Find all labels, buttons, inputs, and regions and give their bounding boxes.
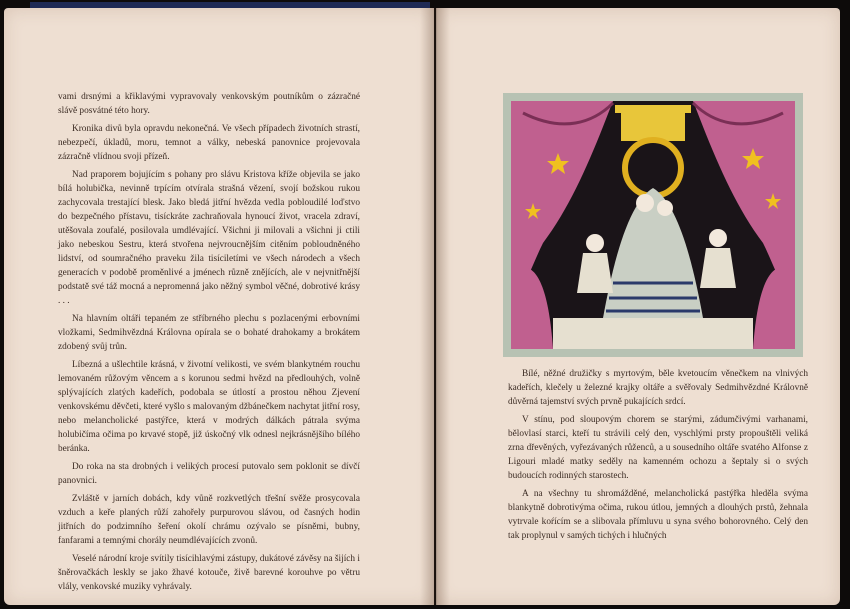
paragraph: Líbezná a ušlechtile krásná, v životní velikosti, ve svém blankytném rouchu lemovaném růžovým věncem a s korunou sedmi hvězd na předlouhých, volně splývajících zlatých kadeřích, podobala se útlostí a prostou něhou Zjevení venkovskému děvčeti, které vyšlo s malovaným džbánečkem nachytat jitřní rosy, nebo melancholické pastýřce, která v modrých dálkách pátrala svýma holubičíma očima po krvavé stopě, již úskočný vlk odnesl nejkrásnějšího bílého beránka.	[58, 360, 360, 454]
paragraph: Do roka na sta drobných i velikých procesí putovalo sem poklonit se dívčí panovnici.	[58, 462, 360, 486]
paragraph: V stínu, pod sloupovým chorem se starými, zádumčivými varhanami, bělovlasí starci, kteří tu strávili celý den, vyschlými prsty propouštěli veliká zrna dřevěných, vyřezávaných růženců, a u sousedního oltáře svatého Alfonse z Ligouri mladé matky seděly na kamenném ochozu a šeptaly si o svých budoucích rodinných starostech.	[508, 415, 808, 481]
left-page-text	[58, 90, 360, 598]
paragraph: Nad praporem bojujícím s pohany pro slávu Kristova kříže objevila se jako bílá holubička, nevinně trpícím otvírala strašná vězení, svojí božskou rukou zachycovala trestající blesk. Jako bledá jitřní hvězda vedla pobloudilé loďstvo do bezpečného přístavu, tisíckráte zachraňovala hynoucí život, vracela zdraví, utěšovala zoufalé, posilovala umdlévající. Všichni ji milovali a všichni ji ctili jako nebeskou Sestru, která stvořena nejvroucnějším citěním pobloudněného lidství, od soumračného praveku žila tisíciletími ve všech národech a všech generacích v podobě proměnlivé a jménech různě znějících, ale v nejvnitřnější podstatě své táž mocná a nepromenná jako něžný symbol věčné, dobrotivé krásy . . .	[58, 170, 360, 306]
right-page-text	[508, 367, 808, 547]
paragraph: Bílé, něžné družičky s myrtovým, běle kvetoucím věnečkem na vlnivých kadeřích, klečely u železné krajky oltáře a svěřovaly Sedmihvězdné Královně důvěrná tajemství svých prvně pukajících srdcí.	[508, 369, 808, 407]
paragraph: Na hlavním oltáři tepaném ze stříbrného plechu s pozlacenými erbovními vložkami, Sedmihvězdná Královna opírala se o bohaté drahokamy a brokátem zdobený svůj trůn.	[58, 314, 360, 352]
paragraph: Kronika divů byla opravdu nekonečná. Ve všech případech životních strastí, nebezpečí, úkladů, moru, temnot a války, nebeská panovnice projevovala zázračně vlídnou svoji přízeň.	[58, 124, 360, 162]
madonna-altar-woodcut-icon	[503, 93, 803, 357]
book-gutter	[420, 8, 450, 605]
paragraph: A na všechny tu shromážděné, melancholická pastýřka hleděla svýma blankytně dobrotivýma očima, rukou útlou, jemných a dlouhých prstů, žehnala vytrvale koŕícím se a slibovala přímluvu u syna svého bohorovného. Celý den tak proplynul v samých tichých i hlučných	[508, 489, 808, 541]
paragraph: Veselé národní kroje svítily tisícihlavými zástupy, dukátové závěsy na šijích i šněrovačkách leskly se jako žhavé kotouče, živě barevné korouhve po větru vlály, venkovské muziky vyhrávaly.	[58, 554, 360, 592]
paragraph: vami drsnými a křiklavými vypravovaly venkovským poutníkům o zázračné slávě posvátné této hory.	[58, 92, 360, 116]
paragraph: Zvláště v jarních dobách, kdy vůně rozkvetlých třešní svěže prosycovala vzduch a keře planých růží zahořely purpurovou slávou, od časných hodin jitřních do podzimního šeření okolí chrámu ozývalo se písněmi, bubny, fanfarami a temnými chorály neumdlévajících zvonů.	[58, 494, 360, 546]
